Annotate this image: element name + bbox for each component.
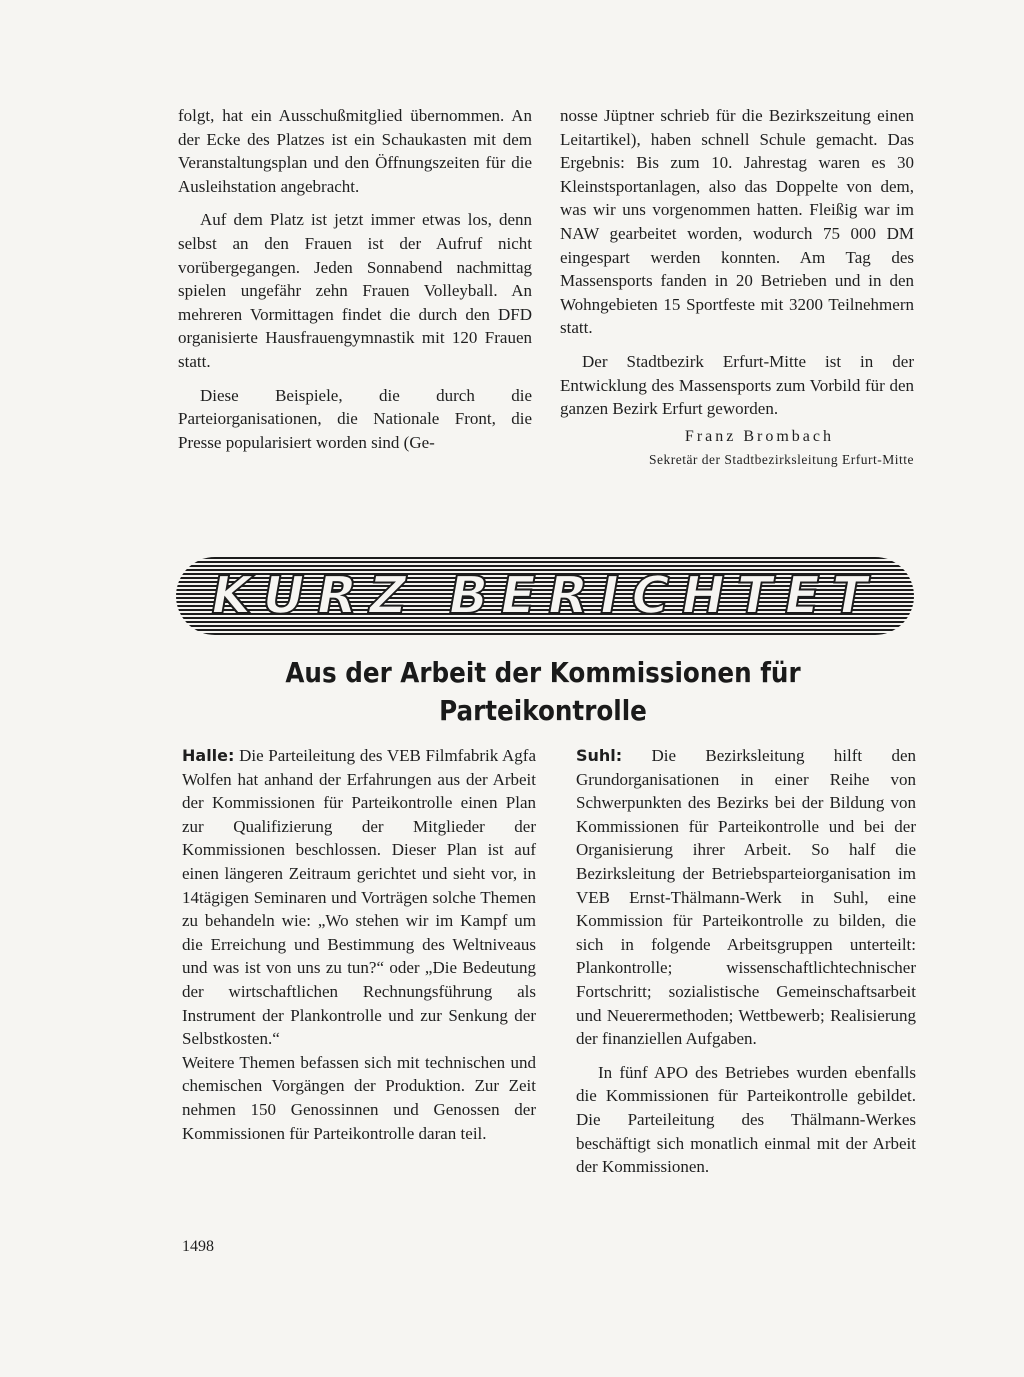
paragraph: In fünf APO des Betriebes wurden ebenfalls die Kommissionen für Parteikontrolle gebildet. Die Parteileitung des Thälmann-Werkes beschäftigt sich monatlich einmal mit der Arbeit der Kommissionen. [576, 1062, 916, 1177]
banner-title: KURZ BERICHTET [205, 566, 885, 626]
paragraph: Diese Beispiele, die durch die Parteiorganisationen, die Nationale Front, die Presse popularisiert worden sind (Ge- [178, 385, 532, 452]
paragraph: Weitere Themen befassen sich mit technischen und chemischen Vorgängen der Produktion. Zur Zeit nehmen 150 Genossinnen und Genossen der Kommissionen für Parteikontrolle daran teil. [182, 1052, 536, 1143]
article-headline [241, 654, 845, 730]
paragraph: folgt, hat ein Ausschußmitglied übernommen. An der Ecke des Platzes ist ein Schaukasten mit dem Veranstaltungsplan und den Öffnungszeiten für die Ausleihstation angebracht. [178, 106, 532, 196]
column-top-left [178, 104, 532, 454]
paragraph: nosse Jüptner schrieb für die Bezirkszeitung einen Leitartikel), haben schnell Schule gemacht. Das Ergebnis: Bis zum 10. Jahrestag waren es 30 Kleinstsportanlagen, also das Doppelte von dem, was wir uns vorgenommen hatten. Fleißig war im NAW gearbeitet worden, wodurch 75 000 DM eingespart werden konnten. Am Tag des Massensports fanden in 20 Betrieben und in den Wohngebieten 15 Sportfeste mit 3200 Teilnehmern statt. [560, 106, 914, 338]
region-lead: Halle: [182, 746, 235, 765]
paragraph: Auf dem Platz ist jetzt immer etwas los, denn selbst an den Frauen ist der Aufruf nicht vorübergegangen. Jeden Sonnabend nachmittag spielen ungefähr zehn Frauen Volleyball. An mehreren Vormittagen findet die durch den DFD organisierte Hausfrauengymnastik mit 120 Frauen statt. [178, 210, 532, 371]
headline-line-2: Parteikontrolle [439, 694, 647, 727]
signature-role: Sekretär der Stadtbezirksleitung Erfurt-Mitte [648, 452, 914, 468]
column-bottom-left [182, 744, 536, 1145]
signature-name: Franz Brombach [684, 427, 834, 445]
section-banner [176, 557, 914, 635]
region-lead: Suhl: [576, 746, 623, 765]
headline-line-1: Aus der Arbeit der Kommissionen für [285, 656, 801, 689]
paragraph [182, 744, 536, 1051]
paragraph-text: Die Parteileitung des VEB Filmfabrik Agfa Wolfen hat anhand der Erfahrungen aus der Arbeit der Kommissionen für Parteikontrolle einen Plan zur Qualifizierung der Mitglieder der Kommissionen beschlossen. Dieser Plan ist auf einen längeren Zeitraum gerichtet und sieht vor, in 14tägigen Seminaren und Vorträgen solche Themen zu behandeln wie: „Wo stehen wir im Kampf um die Erreichung und Bestimmung des Weltniveaus und was ist von uns zu tun?“ oder „Die Bedeutung der wirtschaftlichen Rechnungsführung als Instrument der Plankontrolle und zur Senkung der Selbstkosten.“ [182, 746, 536, 1049]
column-top-right [560, 104, 914, 472]
column-bottom-right [576, 744, 916, 1179]
paragraph-text: Die Bezirksleitung hilft den Grundorganisationen in einer Reihe von Schwerpunkten des Bezirks bei der Bildung von Kommissionen für Parteikontrolle und bei der Organisierung ihrer Arbeit. So half die Bezirksleitung der Betriebsparteiorganisation im VEB Ernst-Thälmann-Werk in Suhl, eine Kommission für Parteikontrolle zu bilden, die sich in folgende Arbeitsgruppen unterteilt: Plankontrolle; wissenschaftlichtechnischer Fortschritt; sozialistische Gemeinschaftsarbeit und Neuerermethoden; Wettbewerb; Realisierung der finanziellen Aufgaben. [576, 746, 916, 1049]
paragraph [576, 744, 916, 1051]
page-number: 1498 [182, 1238, 214, 1255]
paragraph: Der Stadtbezirk Erfurt-Mitte ist in der Entwicklung des Massensports zum Vorbild für den ganzen Bezirk Erfurt geworden. [560, 351, 914, 419]
